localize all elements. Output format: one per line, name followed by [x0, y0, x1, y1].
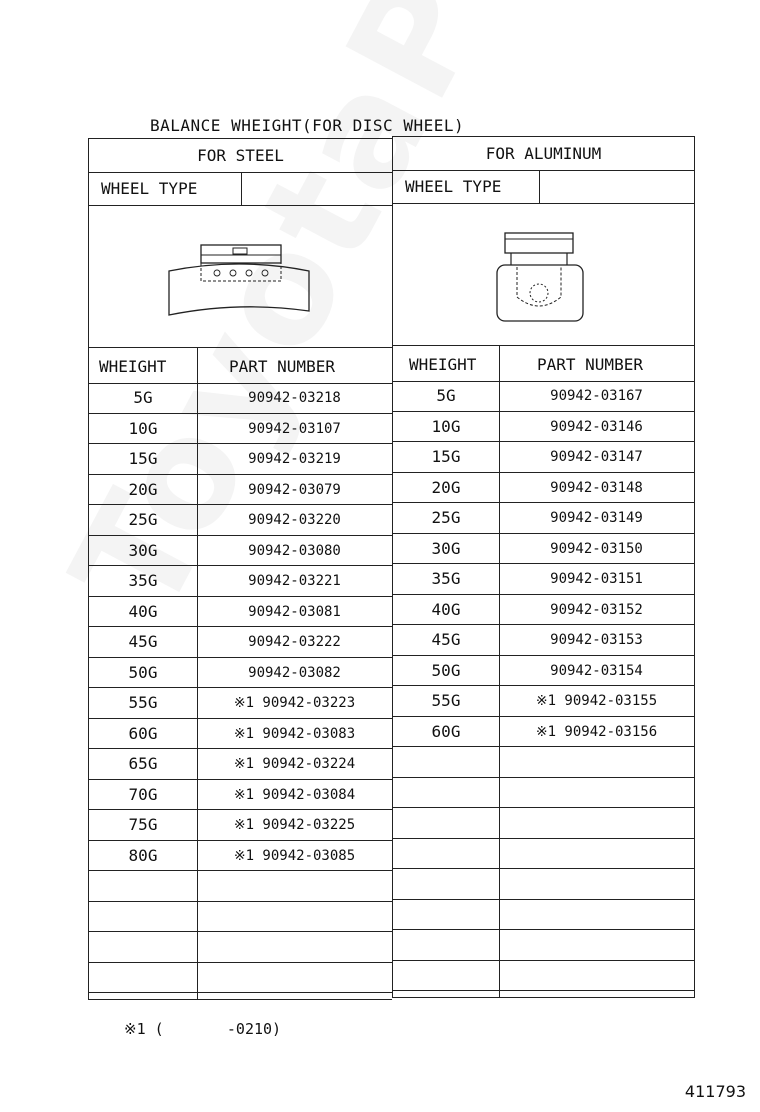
part-number-cell: ※1 90942-03223 [233, 695, 356, 711]
part-number-cell: 90942-03154 [550, 662, 643, 679]
part-number-cell: 90942-03219 [248, 451, 341, 467]
weight-cell: 45G [431, 630, 461, 649]
part-number-cell: 90942-03150 [550, 540, 643, 557]
table-row [89, 810, 392, 841]
steel-header: FOR STEEL [89, 139, 392, 173]
aluminum-wheel-type-label: WHEEL TYPE [405, 177, 502, 196]
table-row [393, 656, 694, 687]
table-row [393, 686, 694, 717]
aluminum-table [392, 136, 695, 998]
weight-cell: 30G [128, 540, 158, 560]
table-row [89, 627, 392, 658]
weight-cell: 20G [128, 479, 158, 499]
part-number-cell: 90942-03148 [550, 479, 643, 496]
part-number-cell: ※1 90942-03224 [233, 756, 356, 772]
part-number-cell: 90942-03152 [550, 601, 643, 618]
part-number-cell: 90942-03151 [550, 571, 643, 587]
weight-cell: 65G [128, 754, 158, 773]
part-number-cell: 90942-03222 [248, 634, 341, 650]
table-row [89, 871, 392, 902]
page-title: BALANCE WHEIGHT(FOR DISC WHEEL) [150, 116, 465, 135]
weight-cell: 75G [128, 815, 158, 834]
table-row [89, 688, 392, 719]
weight-cell: 60G [128, 723, 158, 743]
table-row [89, 749, 392, 780]
table-row [393, 717, 694, 748]
steel-col-part-number: PART NUMBER [229, 357, 335, 376]
part-number-cell: ※1 90942-03085 [233, 847, 356, 864]
weight-cell: 40G [128, 601, 158, 621]
table-row [393, 412, 694, 443]
weight-cell: 35G [431, 569, 461, 588]
table-row [89, 444, 392, 475]
weight-cell: 50G [431, 660, 461, 680]
weight-cell: 40G [431, 599, 461, 619]
table-row [393, 900, 694, 931]
part-number-cell: 90942-03167 [550, 388, 643, 404]
weight-cell: 15G [431, 447, 461, 466]
part-number-cell: 90942-03107 [248, 420, 341, 437]
table-row [89, 597, 392, 628]
wheel-type-divider [539, 170, 540, 203]
weight-cell: 15G [128, 449, 158, 468]
steel-wheel-type-row [89, 172, 392, 206]
aluminum-header: FOR ALUMINUM [393, 137, 694, 171]
aluminum-weight-illustration [393, 203, 694, 346]
table-row [89, 841, 392, 872]
table-row [89, 505, 392, 536]
steel-column-headers [89, 347, 392, 384]
table-row [393, 778, 694, 809]
weight-cell: 55G [431, 691, 461, 710]
part-number-cell: 90942-03218 [248, 390, 341, 406]
table-row [89, 536, 392, 567]
weight-cell: 50G [128, 662, 158, 682]
table-row [89, 658, 392, 689]
table-row [393, 595, 694, 626]
aluminum-balance-weight-icon [393, 203, 693, 345]
part-number-cell: 90942-03082 [248, 664, 341, 681]
part-number-cell: 90942-03080 [248, 542, 341, 559]
weight-cell: 5G [133, 388, 153, 407]
part-number-cell: ※1 90942-03084 [233, 786, 356, 803]
weight-cell: 25G [128, 510, 158, 529]
weight-cell: 35G [128, 571, 158, 590]
weight-cell: 30G [431, 538, 461, 558]
part-number-cell: 90942-03220 [248, 512, 341, 528]
table-row [89, 902, 392, 933]
table-row [393, 442, 694, 473]
table-row [89, 719, 392, 750]
part-number-cell: 90942-03221 [248, 573, 341, 589]
aluminum-col-part-number: PART NUMBER [537, 355, 643, 374]
part-number-cell: 90942-03147 [550, 449, 643, 465]
table-row [393, 808, 694, 839]
table-row [89, 932, 392, 963]
table-row [393, 961, 694, 992]
table-row [393, 564, 694, 595]
weight-cell: 70G [128, 784, 158, 804]
table-row [393, 869, 694, 900]
weight-cell: 45G [128, 632, 158, 651]
table-row [89, 414, 392, 445]
part-number-cell: ※1 90942-03225 [233, 817, 356, 833]
part-number-cell: 90942-03146 [550, 418, 643, 435]
weight-cell: 10G [128, 418, 158, 438]
steel-table [88, 138, 392, 1000]
table-row [393, 625, 694, 656]
aluminum-column-headers [393, 345, 694, 382]
table-row [89, 963, 392, 994]
wheel-type-divider [241, 172, 242, 205]
steel-col-weight: WHEIGHT [99, 357, 167, 376]
weight-cell: 25G [431, 508, 461, 527]
table-row [89, 383, 392, 414]
part-number-cell: ※1 90942-03156 [535, 723, 658, 740]
footnote: ※1 ( -0210) [124, 1020, 282, 1038]
table-row [393, 381, 694, 412]
aluminum-col-weight: WHEIGHT [409, 355, 477, 374]
steel-balance-weight-icon [89, 205, 391, 347]
part-number-cell: 90942-03081 [248, 603, 341, 620]
weight-cell: 80G [128, 845, 158, 865]
table-row [89, 475, 392, 506]
part-number-cell: ※1 90942-03083 [233, 725, 356, 742]
weight-cell: 55G [128, 693, 158, 712]
aluminum-rows [393, 381, 694, 991]
table-row [393, 839, 694, 870]
weight-cell: 10G [431, 416, 461, 436]
table-row [393, 747, 694, 778]
part-number-cell: 90942-03153 [550, 632, 643, 648]
aluminum-wheel-type-row [393, 170, 694, 204]
steel-weight-illustration [89, 205, 392, 348]
part-number-cell: 90942-03079 [248, 481, 341, 498]
weight-cell: 5G [436, 386, 456, 405]
table-row [89, 566, 392, 597]
table-row [89, 780, 392, 811]
steel-wheel-type-label: WHEEL TYPE [101, 179, 198, 198]
document-number: 411793 [684, 1082, 746, 1101]
table-row [393, 503, 694, 534]
table-row [393, 534, 694, 565]
steel-rows [89, 383, 392, 993]
weight-cell: 20G [431, 477, 461, 497]
table-row [393, 473, 694, 504]
table-row [393, 930, 694, 961]
weight-cell: 60G [431, 721, 461, 741]
part-number-cell: ※1 90942-03155 [535, 693, 658, 709]
part-number-cell: 90942-03149 [550, 510, 643, 526]
